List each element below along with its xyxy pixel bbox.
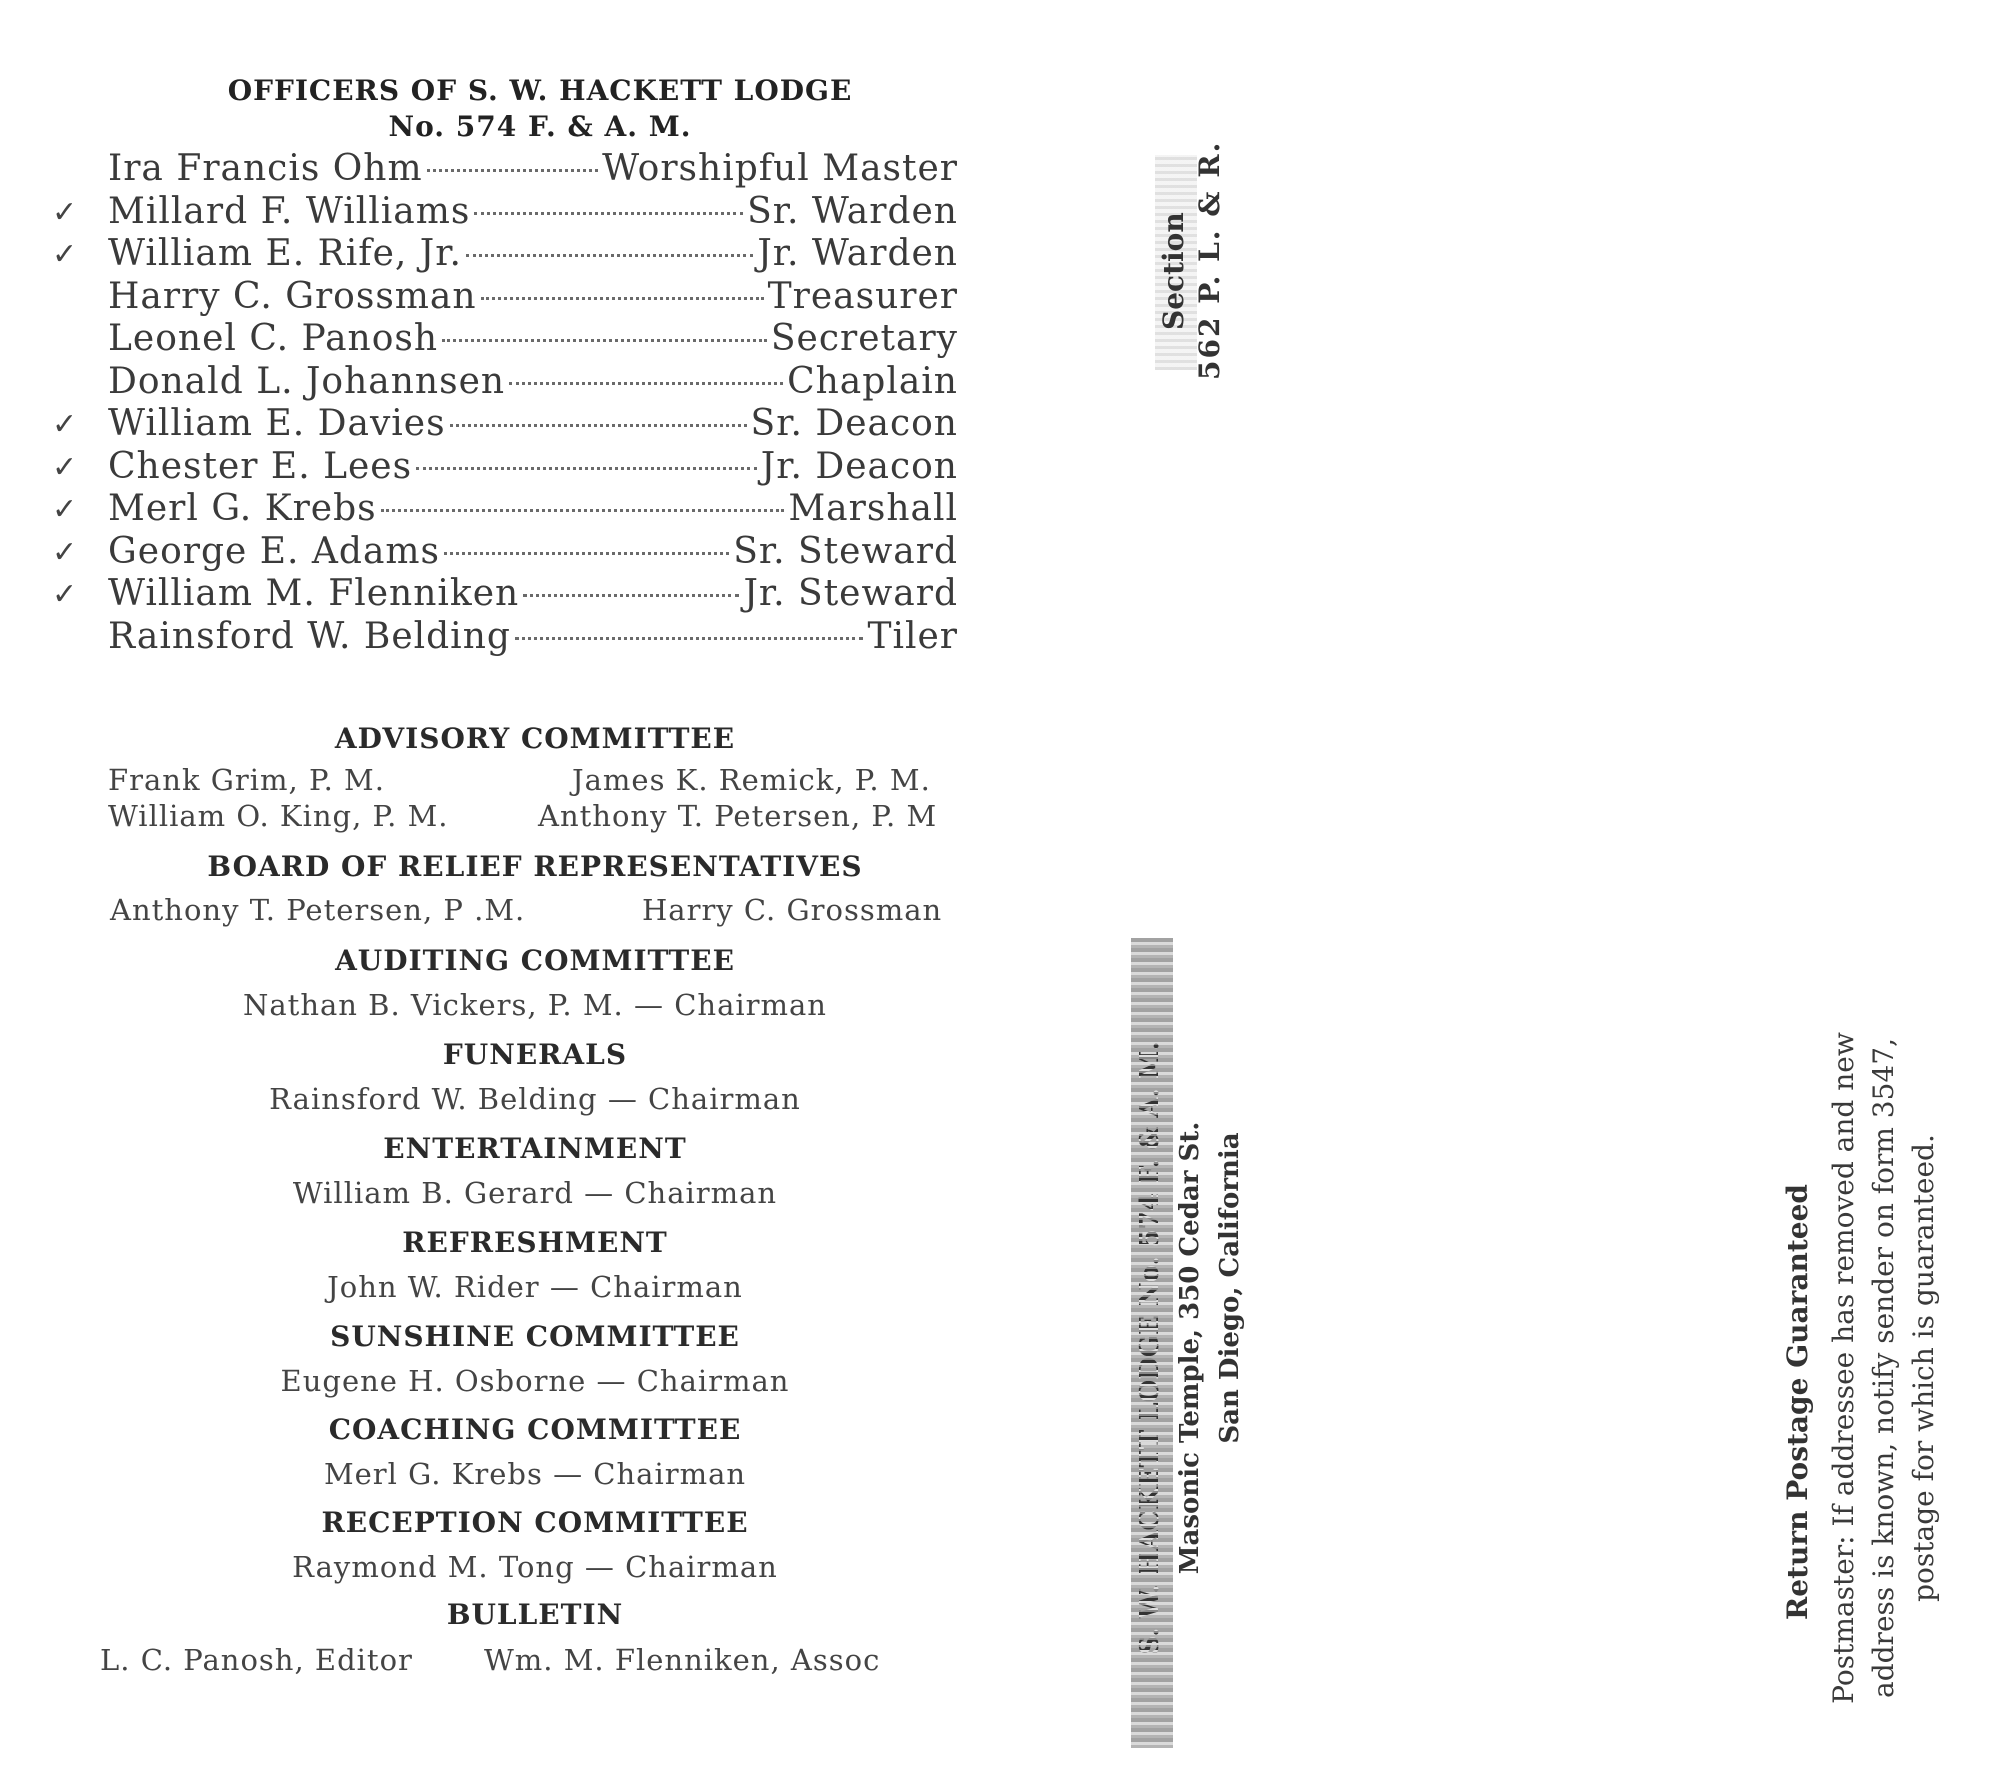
return-street: Masonic Temple, 350 Cedar St. xyxy=(1175,1121,1205,1575)
advisory-member: Frank Grim, P. M. xyxy=(108,763,385,797)
dot-leader xyxy=(481,297,764,300)
officer-row xyxy=(52,403,958,446)
bulletin-editor: L. C. Panosh, Editor xyxy=(100,1643,413,1677)
dot-leader xyxy=(509,382,783,385)
officer-row xyxy=(52,190,958,234)
refreshment-heading: REFRESHMENT xyxy=(402,1226,668,1259)
officer-row xyxy=(108,318,958,361)
dot-leader xyxy=(450,424,747,427)
officer-role: Marshall xyxy=(788,488,958,529)
dot-leader xyxy=(416,467,757,470)
officer-row xyxy=(108,148,958,191)
check-mark-icon: ✓ xyxy=(52,534,78,570)
officer-name: William E. Rife, Jr. xyxy=(108,233,462,274)
return-address xyxy=(1130,888,1250,1748)
reception-member: Raymond M. Tong — Chairman xyxy=(292,1550,778,1584)
dot-leader xyxy=(442,339,767,342)
lodge-title: OFFICERS OF S. W. HACKETT LODGE xyxy=(227,74,853,107)
check-mark-icon: ✓ xyxy=(52,237,78,272)
officer-name: Millard F. Williams xyxy=(108,190,471,232)
dot-leader xyxy=(381,509,785,512)
officer-name: William E. Davies xyxy=(108,403,446,444)
relief-member: Harry C. Grossman xyxy=(642,893,943,927)
check-mark-icon: ✓ xyxy=(52,407,78,442)
officer-name: Ira Francis Ohm xyxy=(108,148,423,189)
section-label: Section xyxy=(1157,212,1190,330)
advisory-member: James K. Remick, P. M. xyxy=(572,763,931,797)
officers-list xyxy=(52,148,958,658)
relief-member: Anthony T. Petersen, P .M. xyxy=(110,893,526,927)
return-lodge-name: S. W. HACKETT LODGE No. 574 F. & A. M. xyxy=(1130,948,1170,1748)
officer-name: Merl G. Krebs xyxy=(108,488,377,529)
dot-leader xyxy=(444,552,729,555)
auditing-heading: AUDITING COMMITTEE xyxy=(335,944,735,977)
postage-guaranteed-title: Return Postage Guaranteed xyxy=(1781,1184,1814,1620)
officer-name: William M. Flenniken xyxy=(108,573,520,614)
return-city: San Diego, California xyxy=(1215,1132,1245,1444)
dot-leader xyxy=(427,169,598,172)
officer-name: George E. Adams xyxy=(108,530,441,572)
reception-heading: RECEPTION COMMITTEE xyxy=(321,1506,749,1539)
section-code: 562 P. L. & R. xyxy=(1193,140,1226,380)
entertainment-heading: ENTERTAINMENT xyxy=(383,1132,687,1165)
advisory-committee-heading: ADVISORY COMMITTEE xyxy=(334,722,736,755)
officer-row xyxy=(52,488,958,531)
dot-leader xyxy=(466,254,753,257)
officer-name: Donald L. Johannsen xyxy=(108,360,506,402)
bulletin-heading: BULLETIN xyxy=(446,1598,624,1631)
officer-row xyxy=(52,233,958,276)
check-mark-icon: ✓ xyxy=(52,449,78,485)
postmaster-text-line: postage for which is guaranteed. xyxy=(1907,1134,1940,1602)
officer-row xyxy=(108,361,958,404)
officer-role: Worshipful Master xyxy=(602,148,958,189)
officer-row xyxy=(52,573,958,616)
funerals-heading: FUNERALS xyxy=(442,1038,628,1071)
officer-role: Sr. Deacon xyxy=(750,403,958,444)
officer-row xyxy=(52,445,958,489)
dot-leader xyxy=(474,212,743,215)
coaching-heading: COACHING COMMITTEE xyxy=(328,1413,742,1446)
officer-row xyxy=(108,616,958,659)
officer-row xyxy=(108,276,958,319)
officer-name: Harry C. Grossman xyxy=(108,275,477,317)
check-mark-icon: ✓ xyxy=(52,492,78,527)
postage-section-notice xyxy=(1156,141,1228,380)
auditing-member: Nathan B. Vickers, P. M. — Chairman xyxy=(243,988,827,1022)
postmaster-text-line: address is known, notify sender on form 3547, xyxy=(1867,1038,1900,1698)
sunshine-heading: SUNSHINE COMMITTEE xyxy=(330,1320,740,1353)
officer-role: Treasurer xyxy=(767,275,958,317)
relief-heading: BOARD OF RELIEF REPRESENTATIVES xyxy=(207,850,863,883)
advisory-member: Anthony T. Petersen, P. M xyxy=(538,799,938,833)
officer-name: Chester E. Lees xyxy=(108,445,413,487)
officer-role: Jr. Steward xyxy=(743,573,958,614)
officer-row xyxy=(52,530,958,574)
officer-role: Sr. Warden xyxy=(747,190,958,232)
officer-role: Sr. Steward xyxy=(733,530,958,572)
officer-role: Jr. Warden xyxy=(757,233,958,274)
funerals-member: Rainsford W. Belding — Chairman xyxy=(269,1082,801,1116)
refreshment-member: John W. Rider — Chairman xyxy=(327,1270,743,1304)
postmaster-notice xyxy=(1778,988,1944,1712)
officer-role: Chaplain xyxy=(787,360,958,402)
officer-role: Secretary xyxy=(770,318,958,359)
dot-leader xyxy=(515,637,864,640)
coaching-member: Merl G. Krebs — Chairman xyxy=(323,1457,747,1491)
advisory-member: William O. King, P. M. xyxy=(108,799,449,833)
check-mark-icon: ✓ xyxy=(52,194,78,230)
postmaster-text-line: Postmaster: If addressee has removed and new xyxy=(1827,1032,1860,1704)
sunshine-member: Eugene H. Osborne — Chairman xyxy=(280,1364,790,1398)
bulletin-assoc: Wm. M. Flenniken, Assoc xyxy=(484,1643,881,1677)
lodge-number: No. 574 F. & A. M. xyxy=(388,110,692,143)
officer-role: Tiler xyxy=(867,615,958,657)
officer-name: Rainsford W. Belding xyxy=(108,615,511,657)
entertainment-member: William B. Gerard — Chairman xyxy=(292,1176,778,1210)
check-mark-icon: ✓ xyxy=(52,577,78,612)
dot-leader xyxy=(523,594,739,597)
officer-role: Jr. Deacon xyxy=(760,445,958,487)
officer-name: Leonel C. Panosh xyxy=(108,318,439,359)
